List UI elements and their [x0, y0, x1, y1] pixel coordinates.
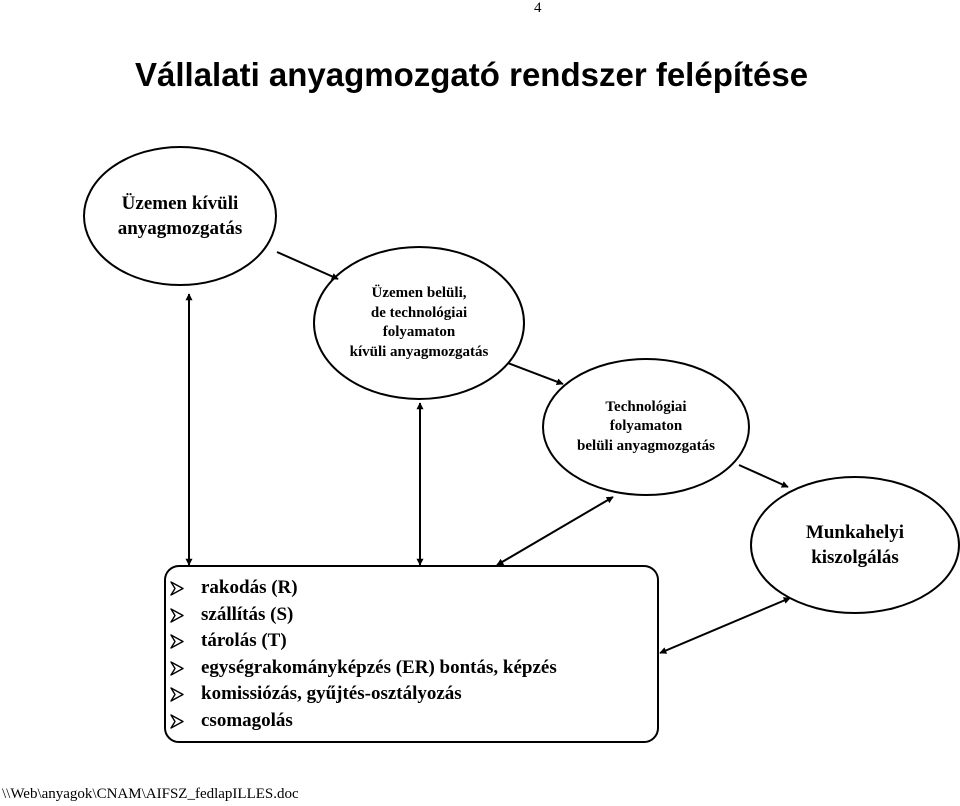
arrow-workplace-activities — [660, 598, 790, 653]
arrowhead-bullet-icon — [170, 581, 184, 596]
arrowhead-bullet-icon — [170, 714, 184, 729]
list-item: rakodás (R) — [170, 575, 557, 602]
node-workplace-label: Munkahelyi kiszolgálás — [805, 522, 905, 568]
page-title: Vállalati anyagmozgató rendszer felépítése — [135, 56, 809, 93]
list-item: komissiózás, gyűjtés-osztályozás — [170, 681, 557, 708]
footer-file-path: \\Web\anyagok\CNAM\AIFSZ_fedlapILLES.doc — [2, 786, 299, 802]
arrow-intech-to-workplace — [739, 465, 788, 487]
arrow-inplant-to-intech — [508, 363, 563, 384]
activity-list — [170, 575, 557, 735]
list-item: tárolás (T) — [170, 628, 557, 655]
list-item: egységrakományképzés (ER) bontás, képzés — [170, 655, 557, 682]
arrowhead-bullet-icon — [170, 661, 184, 676]
node-inplant-label: Üzemen belüli, de technológiai folyamaton kívüli anyagmozgatás — [349, 285, 489, 360]
arrowhead-bullet-icon — [170, 634, 184, 649]
arrow-external-to-inplant — [277, 252, 338, 279]
node-external-label: Üzemen kívüli anyagmozgatás — [117, 193, 243, 239]
node-intech-label: Technológiai folyamaton belüli anyagmozgatás — [577, 398, 715, 454]
arrowhead-bullet-icon — [170, 608, 184, 623]
page-number: 4 — [534, 0, 542, 16]
arrowhead-bullet-icon — [170, 687, 184, 702]
arrow-intech-activities — [497, 497, 613, 565]
list-item: csomagolás — [170, 708, 557, 735]
list-item: szállítás (S) — [170, 602, 557, 629]
